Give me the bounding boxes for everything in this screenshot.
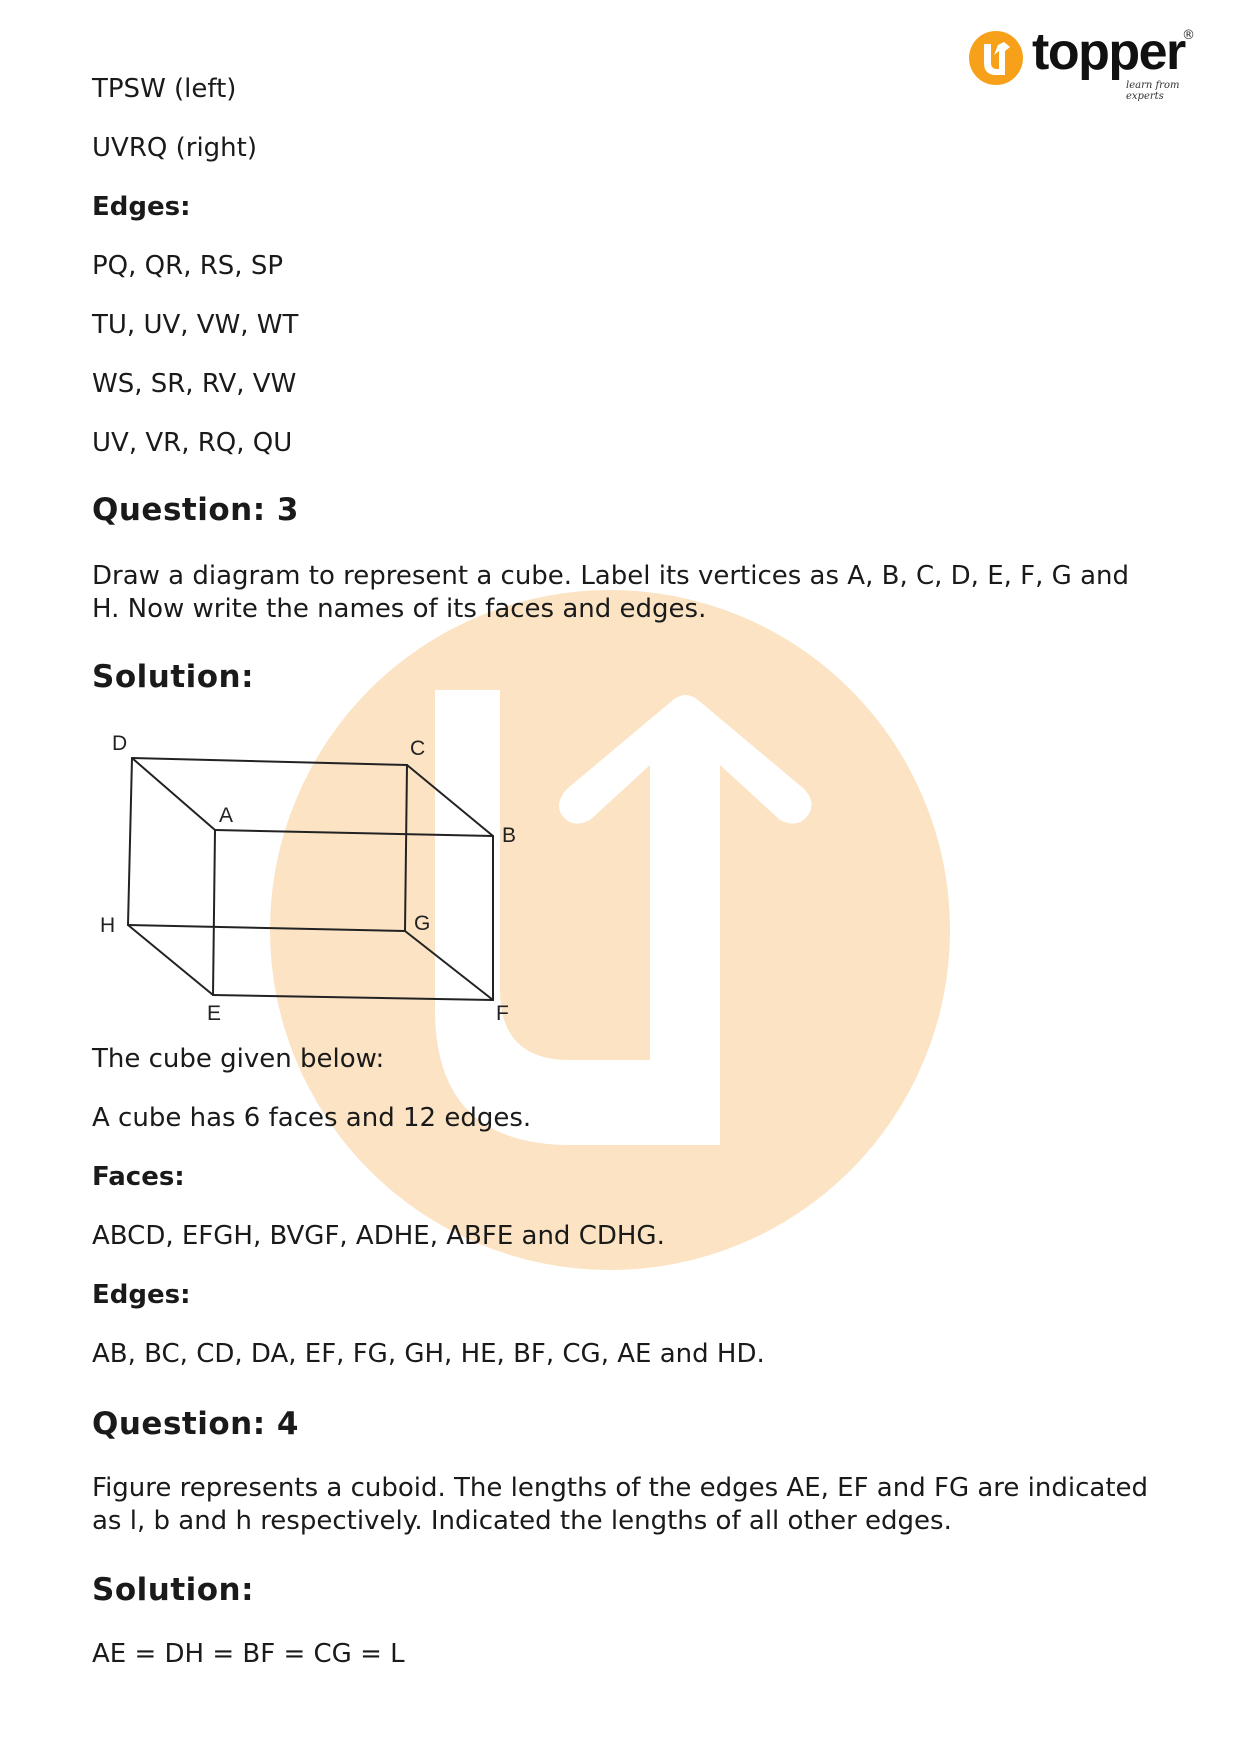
solution-heading: Solution:: [92, 1572, 255, 1608]
question-4-answer: AE = DH = BF = CG = L: [92, 1639, 405, 1669]
brand-logo: [968, 23, 1204, 106]
faces-list: ABCD, EFGH, BVGF, ADHE, ABFE and CDHG.: [92, 1221, 665, 1251]
edges-heading: Edges:: [92, 192, 191, 222]
cube-diagram: [92, 730, 542, 1040]
edges-list: AB, BC, CD, DA, EF, FG, GH, HE, BF, CG, AE and HD.: [92, 1339, 765, 1369]
edges-line: UV, VR, RQ, QU: [92, 428, 293, 458]
faces-heading: Faces:: [92, 1162, 185, 1192]
edges-heading: Edges:: [92, 1280, 191, 1310]
cube-edge-dc: [132, 758, 407, 765]
cube-edge-cb: [407, 765, 493, 836]
registered-mark: ®: [1182, 28, 1195, 43]
cube-edge-hg: [128, 925, 405, 931]
vertex-label-d: D: [112, 732, 128, 755]
topper-logo-icon: [968, 30, 1024, 86]
cube-edge-da: [132, 758, 215, 830]
question-3-text: Draw a diagram to represent a cube. Label its vertices as A, B, C, D, E, F, G and H. Now write the names of its faces and edges.: [92, 561, 1129, 624]
vertex-label-e: E: [207, 1002, 222, 1025]
intro-line: UVRQ (right): [92, 133, 257, 163]
cube-edge-cg: [405, 765, 407, 931]
question-4-heading: Question: 4: [92, 1406, 299, 1442]
cube-edge-ef: [213, 995, 493, 1000]
vertex-label-g: G: [414, 912, 431, 935]
logo-wordmark: topper: [1032, 23, 1185, 81]
vertex-label-a: A: [219, 804, 234, 827]
cube-edge-ae: [213, 830, 215, 995]
edges-line: WS, SR, RV, VW: [92, 369, 297, 399]
solution-heading: Solution:: [92, 659, 255, 695]
edges-line: PQ, QR, RS, SP: [92, 251, 284, 281]
vertex-label-c: C: [410, 737, 426, 760]
vertex-label-h: H: [100, 914, 116, 937]
edges-line: TU, UV, VW, WT: [92, 310, 299, 340]
vertex-label-b: B: [502, 824, 517, 847]
question-3-heading: Question: 3: [92, 492, 299, 528]
logo-tagline: learn from experts: [1126, 80, 1180, 102]
cube-summary: A cube has 6 faces and 12 edges.: [92, 1103, 532, 1133]
cube-edge-ab: [215, 830, 493, 836]
cube-edge-he: [128, 925, 213, 995]
cube-edge-gf: [405, 931, 493, 1000]
vertex-label-f: F: [496, 1002, 509, 1025]
figure-caption: The cube given below:: [92, 1044, 385, 1074]
question-4-text: Figure represents a cuboid. The lengths of the edges AE, EF and FG are indicated as l, b and h respectively. Indicated the lengths of all other edges.: [92, 1473, 1149, 1536]
cube-edge-dh: [128, 758, 132, 925]
intro-line: TPSW (left): [92, 74, 237, 104]
